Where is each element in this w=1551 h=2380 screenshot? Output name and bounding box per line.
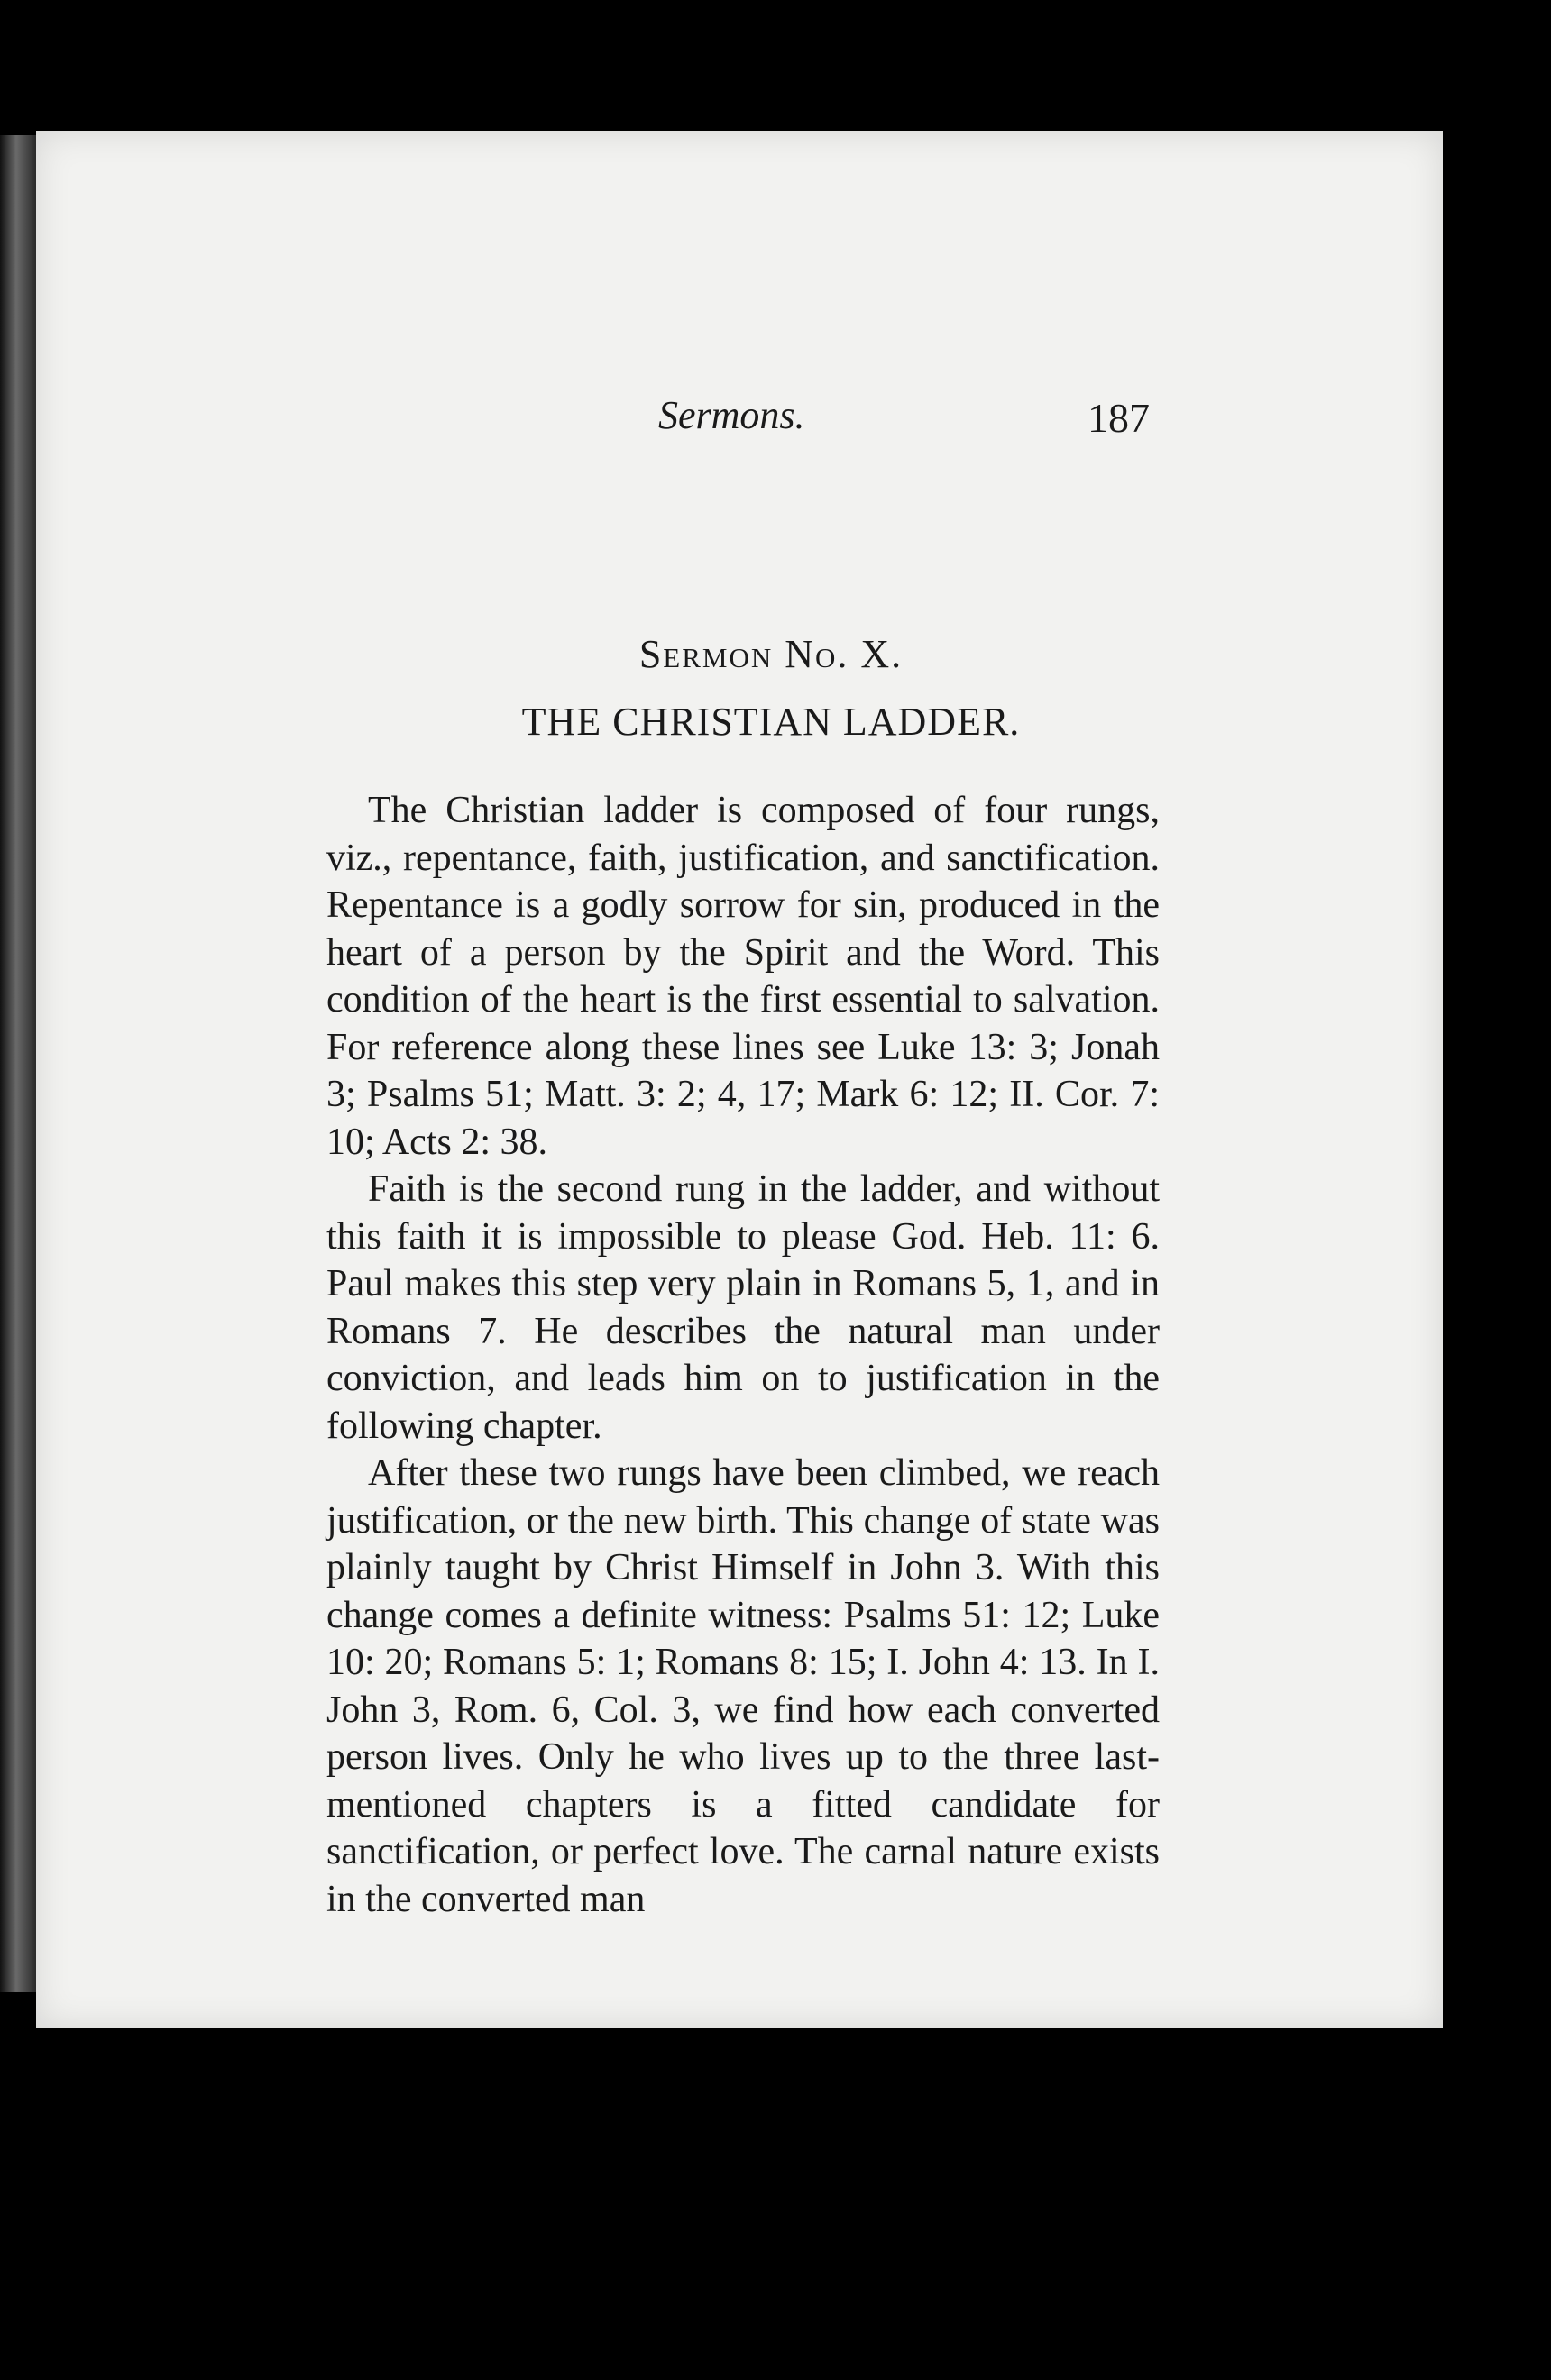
book-page — [36, 131, 1443, 2028]
book-spine-edge — [0, 135, 36, 1992]
running-head: Sermons. — [658, 393, 805, 437]
sermon-body — [326, 787, 1160, 1923]
paragraph: Faith is the second rung in the ladder, and without this faith it is impossible to please God. Heb. 11: 6. Paul makes this step very plain in Romans 5, 1, and in Romans 7. He describes the natural man under conviction, and leads him on to justification in the following chapter. — [326, 1168, 1160, 1447]
paragraph: After these two rungs have been climbed, we reach justification, or the new birth. This change of state was plainly taught by Christ Himself in John 3. With this change comes a definite witness: Psalms 51: 12; Luke 10: 20; Romans 5: 1; Romans 8: 15; I. John 4: 13. In I. John 3, Rom. 6, Col. 3, we find how each converted person lives. Only he who lives up to the three last-mentioned chapters is a fitted candidate for sanctification, or perfect love. The carnal nature exists in the converted man — [326, 1452, 1160, 1920]
page-header — [36, 383, 1443, 455]
sermon-number: Sermon No. X. — [638, 632, 904, 676]
sermon-title: THE CHRISTIAN LADDER. — [521, 700, 1021, 744]
page-number: 187 — [1088, 395, 1150, 441]
paragraph: The Christian ladder is composed of four rungs, viz., repentance, faith, justification, and sanctification. Repentance is a godly sorrow for sin, produced in the heart of a person by the Spirit and the Word. This condition of the heart is the first essential to salvation. For reference along these lines see Luke 13: 3; Jonah 3; Psalms 51; Matt. 3: 2; 4, 17; Mark 6: 12; II. Cor. 7: 10; Acts 2: 38. — [326, 790, 1160, 1163]
